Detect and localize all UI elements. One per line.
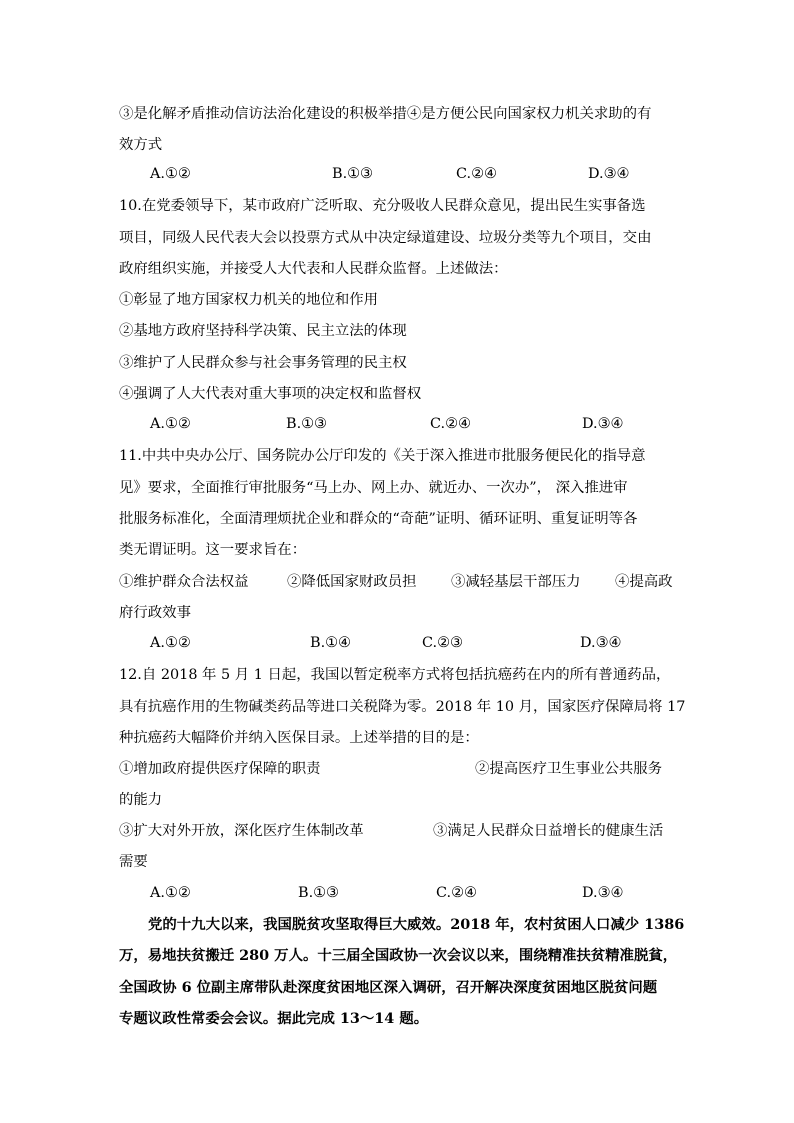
choice-d: D.③④	[582, 885, 624, 901]
prev-question-choices	[150, 164, 670, 184]
material-line3: 全国政协 6 位副主席带队赴深度贫困地区深入调研，召开解决深度贫困地区脱贫问题	[119, 979, 658, 996]
q11-stem-line2: 见》要求，全面推行审批服务“马上办、网上办、就近办、一次办”， 深入推进审	[119, 480, 628, 496]
q11-option-1: ①维护群众合法权益	[119, 574, 249, 590]
choice-a: A.①②	[150, 416, 191, 432]
q11-option-4-cont: 府行政效事	[119, 605, 191, 621]
q12-options-row1	[119, 759, 679, 779]
choice-a: A.①②	[150, 885, 191, 901]
q10-option-3: ③维护了人民群众参与社会事务管理的民主权	[119, 355, 407, 371]
q12-option-1: ①增加政府提供医疗保障的职责	[119, 761, 321, 777]
q12-option-4: ③满足人民群众日益增长的健康生活	[433, 823, 664, 839]
choice-b: B.①④	[310, 635, 351, 651]
q12-stem-line3: 种抗癌药大幅降价并纳入医保目录。上述举措的目的是：	[119, 730, 479, 746]
q12-option-4-cont: 需要	[119, 854, 148, 870]
choice-b: B.①③	[286, 416, 327, 432]
q10-choices	[150, 414, 670, 434]
q12-options-row2	[119, 821, 679, 841]
q10-stem-line3: 政府组织实施，并接受人大代表和人民群众监督。上述做法：	[119, 261, 508, 277]
choice-a: A.①②	[150, 166, 191, 182]
q10-stem-line2: 项目，同级人民代表大会以投票方式从中决定绿道建设、垃圾分类等九个项目，交由	[119, 230, 652, 246]
choice-c: C.②④	[456, 166, 497, 182]
choice-c: C.②④	[430, 416, 471, 432]
q12-choices	[150, 883, 670, 903]
material-line2: 万，易地扶贫搬迁 280 万人。十三届全国政协一次会议以来，围绕精准扶贫精准脱貧，	[119, 947, 678, 964]
q12-option-2: ②提高医疗卫生事业公共服务	[475, 761, 663, 777]
material-line4: 专题议政性常委会会议。据此完成 13～14 题。	[119, 1010, 429, 1027]
q10-option-2: ②基地方政府坚持科学决策、民主立法的体现	[119, 323, 407, 339]
q12-stem-line2: 具有抗癌作用的生物碱类药品等进口关税降为零。2018 年 10 月，国家医疗保障局将 17	[119, 699, 686, 715]
prev-question-option-line-cont: 效方式	[119, 137, 163, 153]
q11-stem-line3: 批服务标准化，全面清理烦扰企业和群众的“奇葩”证明、循环证明、重复证明等各	[119, 511, 638, 527]
choice-b: B.①③	[298, 885, 339, 901]
choice-d: D.③④	[582, 416, 624, 432]
q12-stem-line1: 12.自 2018 年 5 月 1 日起，我国以暂定税率方式将包括抗癌药在内的所有普通药品，	[119, 667, 671, 683]
choice-b: B.①③	[332, 166, 373, 182]
q11-stem-line1: 11.中共中央办公厅、国务院办公厅印发的《关于深入推进市批服务便民化的指导意	[119, 448, 646, 464]
q11-option-4: ④提高政	[615, 574, 673, 590]
choice-d: D.③④	[588, 166, 630, 182]
q12-option-3: ③扩大对外开放，深化医疗生体制改革	[119, 823, 364, 839]
choice-c: C.②③	[422, 635, 463, 651]
q12-option-2-cont: 的能力	[119, 792, 163, 808]
q10-stem-line1: 10.在党委领导下，某市政府广泛听取、充分吸收人民群众意见，提出民生实事备选	[119, 198, 646, 214]
choice-a: A.①②	[150, 635, 191, 651]
q10-option-1: ①彰显了地方国家权力机关的地位和作用	[119, 292, 379, 308]
q11-options-row	[119, 572, 679, 592]
q11-choices	[150, 633, 670, 653]
q11-option-2: ②降低国家财政员担	[287, 574, 417, 590]
prev-question-option-line: ③是化解矛盾推动信访法治化建设的积极举措④是方便公民向国家权力机关求助的有	[119, 106, 652, 122]
choice-d: D.③④	[580, 635, 622, 651]
q11-option-3: ③减轻基层干部压力	[451, 574, 581, 590]
q10-option-4: ④强调了人大代表对重大事项的决定权和监督权	[119, 386, 422, 402]
q11-stem-line4: 类无谓证明。这一要求旨在：	[119, 542, 307, 558]
material-line1: 党的十九大以来，我国脱贫攻坚取得巨大威效。2018 年，农村贫困人口减少 1386	[148, 916, 685, 933]
choice-c: C.②④	[436, 885, 477, 901]
